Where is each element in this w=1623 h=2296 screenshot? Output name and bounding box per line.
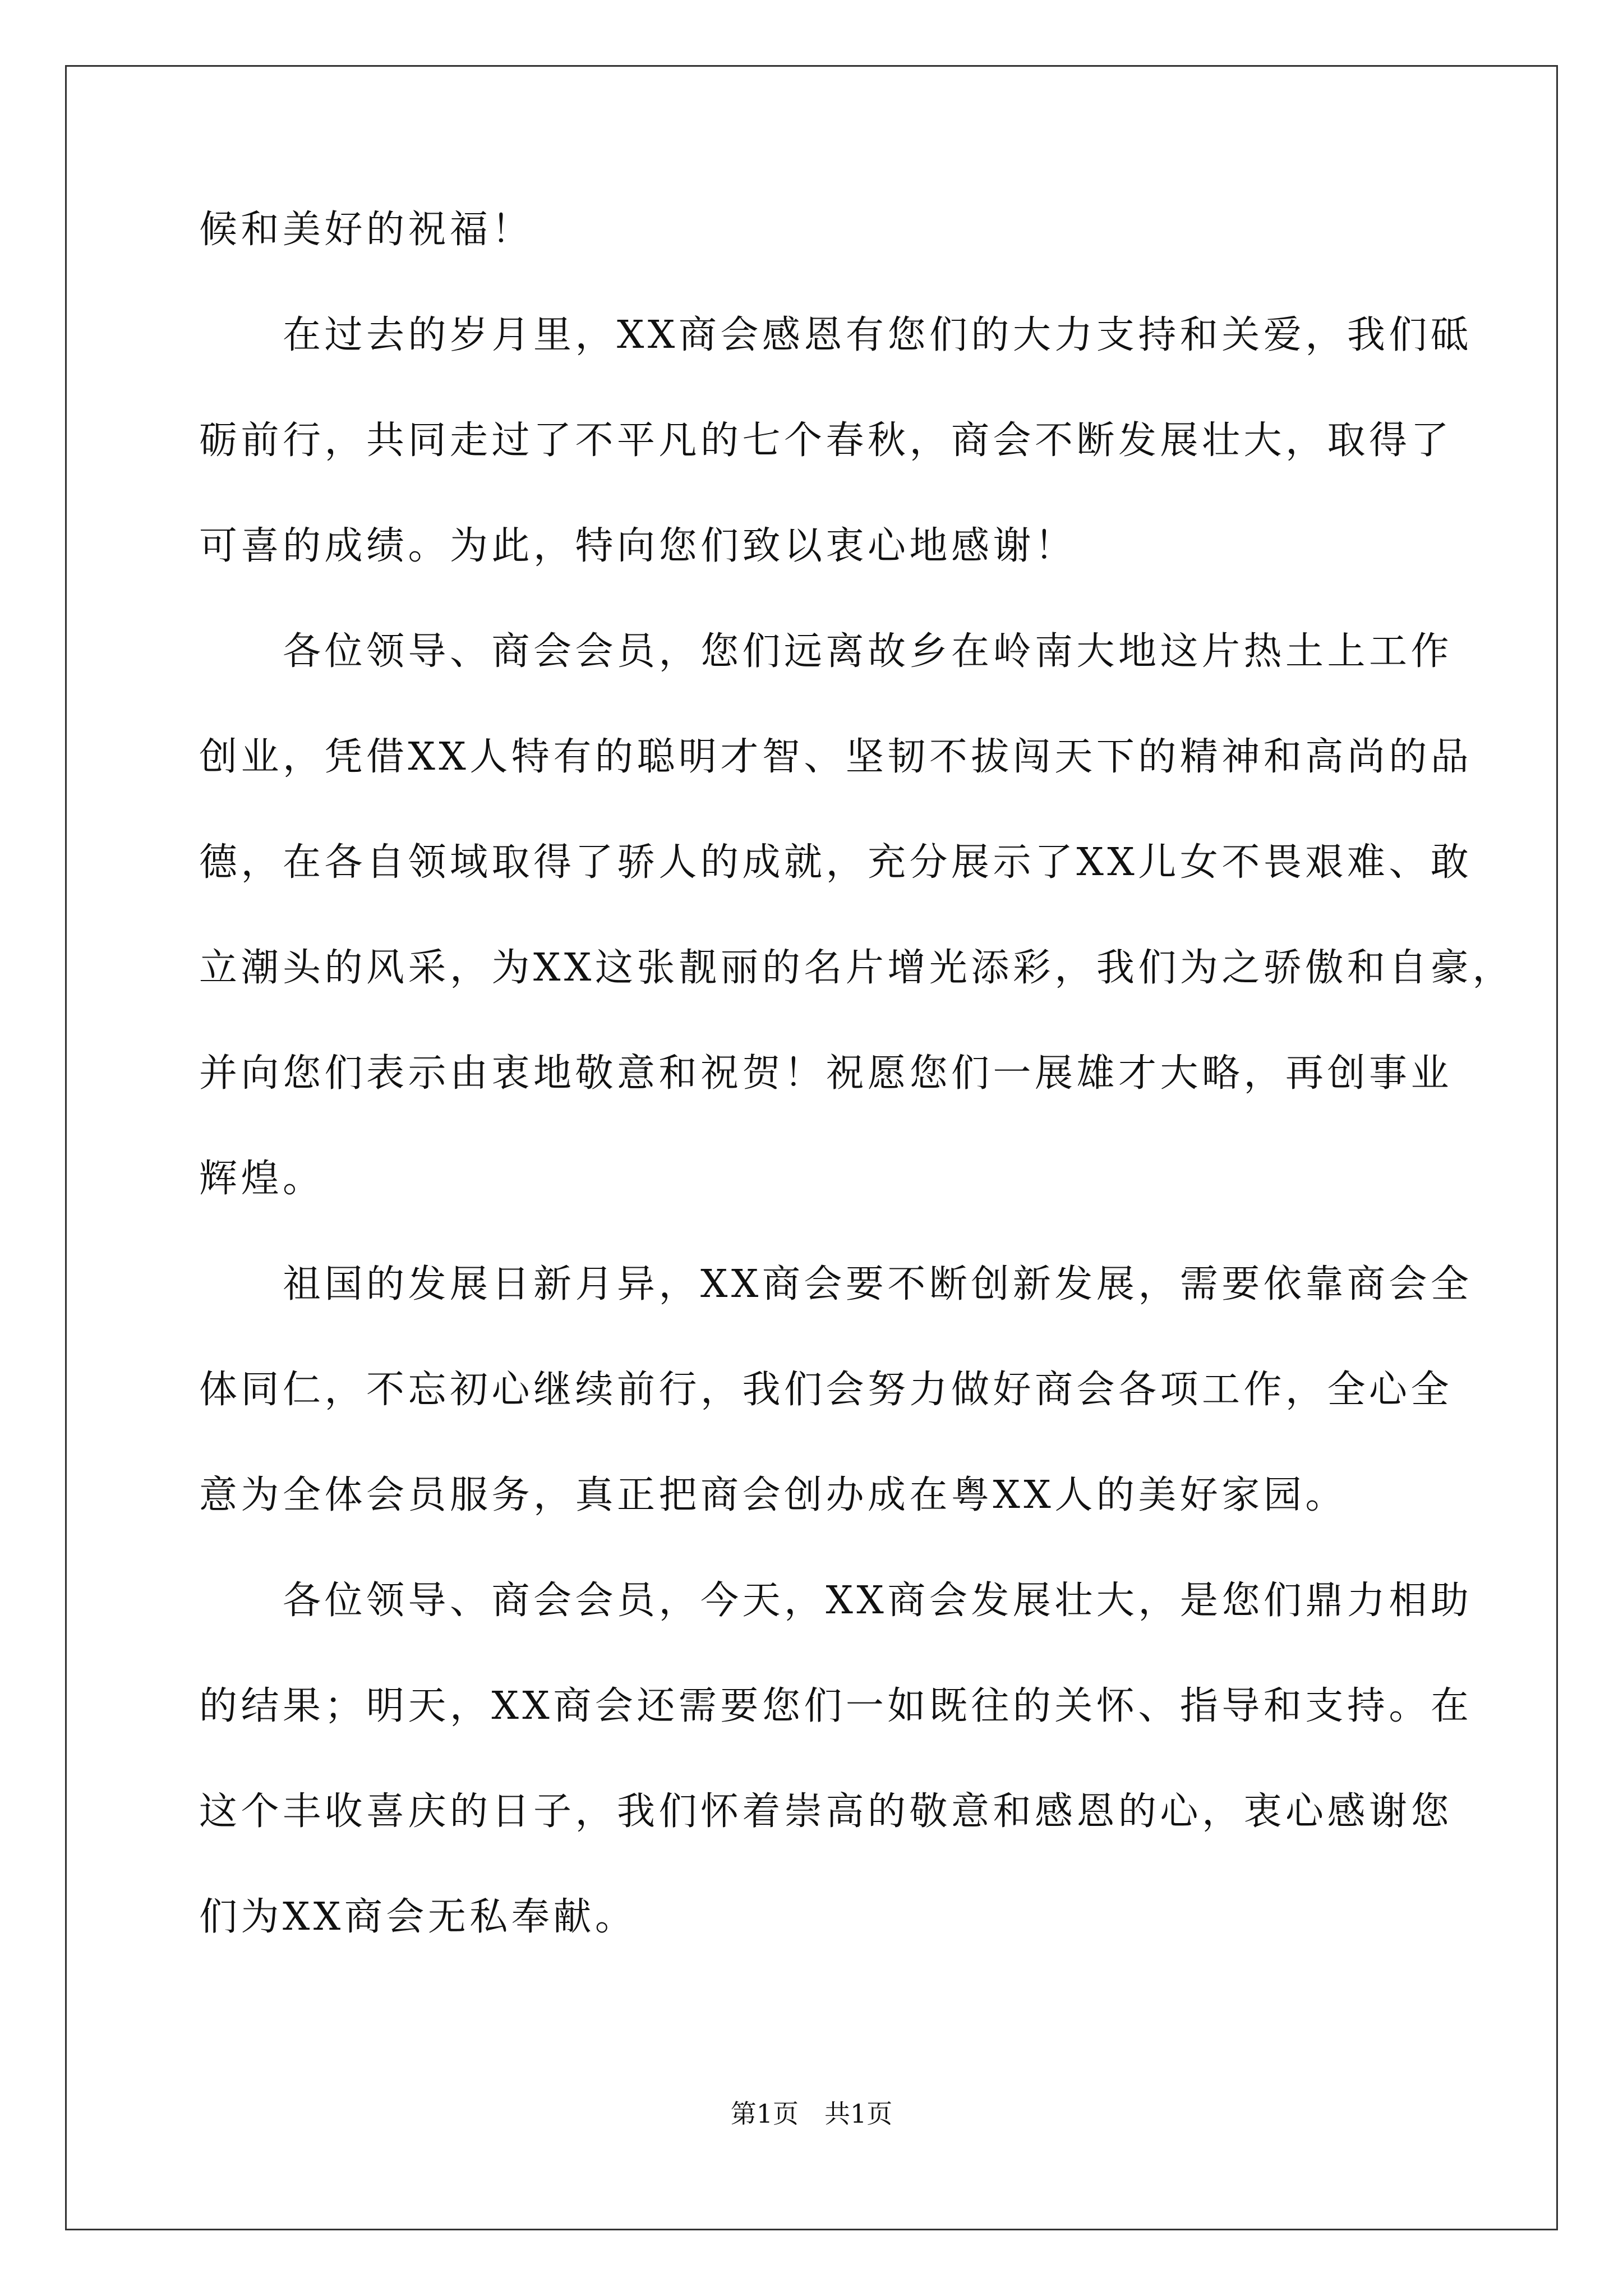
text-line: 候和美好的祝福！ bbox=[199, 208, 534, 252]
text-line: 立潮头的风采，为XX这张靓丽的名片增光添彩，我们为之骄傲和自豪， bbox=[199, 946, 1514, 990]
text-line: 的结果；明天，XX商会还需要您们一如既往的关怀、指导和支持。在 bbox=[199, 1684, 1473, 1728]
text-line: 可喜的成绩。为此，特向您们致以衷心地感谢！ bbox=[199, 524, 1077, 568]
paragraph-start-line: 各位领导、商会会员，今天，XX商会发展壮大，是您们鼎力相助 bbox=[283, 1579, 1473, 1623]
text-line: 创业，凭借XX人特有的聪明才智、坚韧不拔闯天下的精神和高尚的品 bbox=[199, 735, 1473, 779]
text-line: 德，在各自领域取得了骄人的成就，充分展示了XX儿女不畏艰难、敢 bbox=[199, 840, 1473, 885]
text-line: 并向您们表示由衷地敬意和祝贺！祝愿您们一展雄才大略，再创事业 bbox=[199, 1051, 1453, 1096]
text-line: 意为全体会员服务，真正把商会创办成在粤XX人的美好家园。 bbox=[199, 1473, 1347, 1517]
paragraph-start-line: 各位领导、商会会员，您们远离故乡在岭南大地这片热土上工作 bbox=[283, 629, 1453, 674]
text-line: 体同仁，不忘初心继续前行，我们会努力做好商会各项工作，全心全 bbox=[199, 1368, 1453, 1412]
page-number-footer: 第1页 共1页 bbox=[730, 2099, 893, 2129]
text-line: 砺前行，共同走过了不平凡的七个春秋，商会不断发展壮大，取得了 bbox=[199, 418, 1453, 463]
text-line: 这个丰收喜庆的日子，我们怀着崇高的敬意和感恩的心，衷心感谢您 bbox=[199, 1789, 1453, 1834]
paragraph-start-line: 祖国的发展日新月异，XX商会要不断创新发展，需要依靠商会全 bbox=[283, 1262, 1473, 1306]
text-line: 们为XX商会无私奉献。 bbox=[199, 1895, 637, 1939]
text-line: 辉煌。 bbox=[199, 1157, 325, 1201]
paragraph-start-line: 在过去的岁月里，XX商会感恩有您们的大力支持和关爱，我们砥 bbox=[283, 313, 1473, 357]
